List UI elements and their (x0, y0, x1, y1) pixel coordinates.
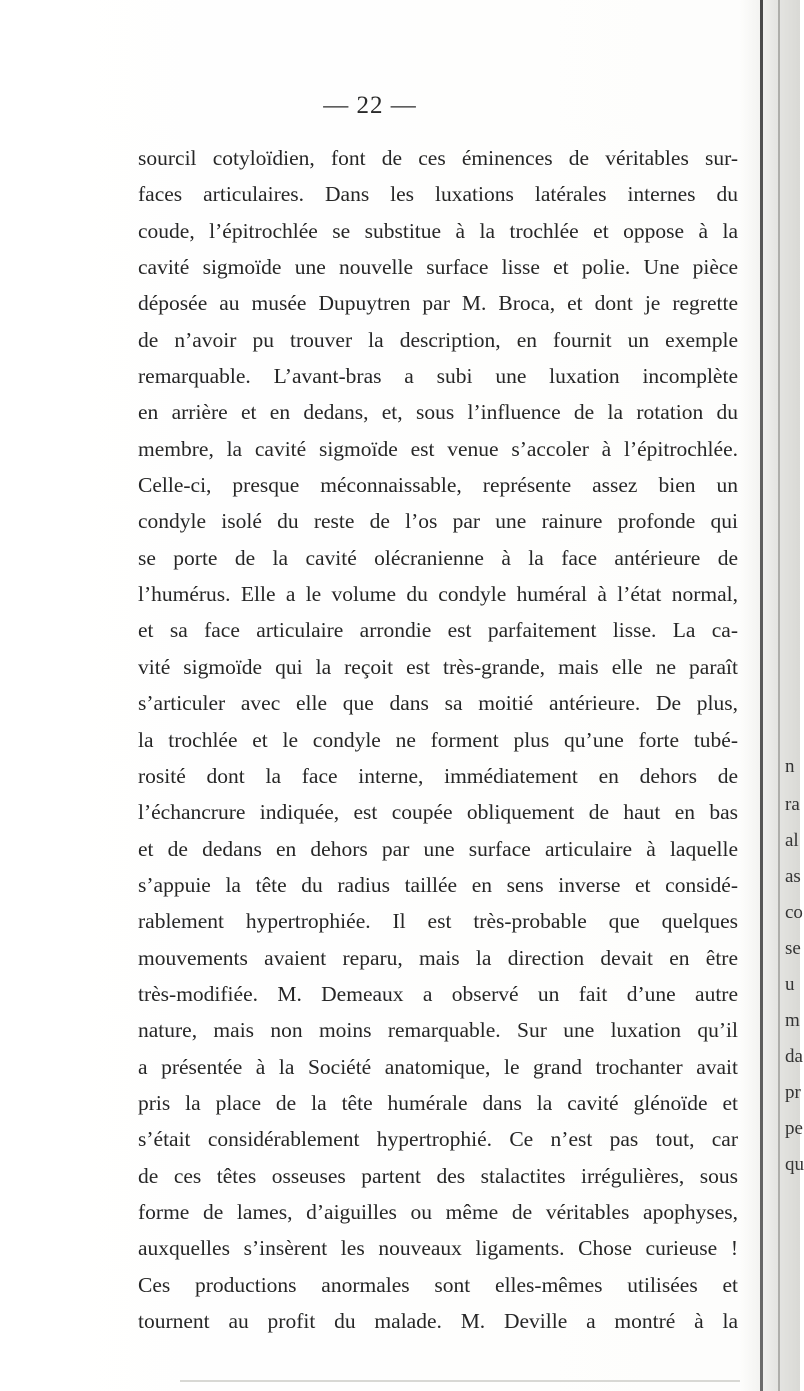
text-line: s’était considérablement hypertrophié. Ce n’est pas tout, car (138, 1127, 738, 1152)
text-line: Celle-ci, presque méconnaissable, représente assez bien un (138, 473, 738, 498)
text-line: Ces productions anormales sont elles-mêmes utilisées et (138, 1272, 738, 1297)
text-line: déposée au musée Dupuytren par M. Broca, et dont je regrette (138, 291, 738, 316)
text-line: sourcil cotyloïdien, font de ces éminences de véritables sur- (138, 146, 738, 170)
text-line: nature, mais non moins remarquable. Sur une luxation qu’il (138, 1018, 738, 1043)
text-line: s’articuler avec elle que dans sa moitié antérieure. De plus, (138, 691, 738, 716)
text-line: auxquelles s’insèrent les nouveaux ligaments. Chose curieuse ! (138, 1236, 738, 1261)
text-line: rosité dont la face interne, immédiatement en dehors de (138, 763, 738, 788)
bottom-page-edge (180, 1380, 740, 1382)
text-line: l’échancrure indiquée, est coupée obliquement de haut en bas (138, 800, 738, 825)
text-line: de n’avoir pu trouver la description, en fournit un exemple (138, 327, 738, 352)
adjacent-text-fragment: pe (785, 1118, 803, 1139)
adjacent-text-fragment: da (785, 1046, 803, 1067)
adjacent-text-fragment: n (785, 756, 795, 777)
adjacent-page-edge (756, 0, 804, 1391)
text-line: et de dedans en dehors par une surface articulaire à laquelle (138, 836, 738, 861)
text-line: cavité sigmoïde une nouvelle surface lisse et polie. Une pièce (138, 255, 738, 280)
text-line: remarquable. L’avant-bras a subi une luxation incomplète (138, 364, 738, 389)
text-line: en arrière et en dedans, et, sous l’influence de la rotation du (138, 400, 738, 425)
text-line: forme de lames, d’aiguilles ou même de véritables apophyses, (138, 1199, 738, 1224)
text-line: très-modifiée. M. Demeaux a observé un fait d’une autre (138, 981, 738, 1006)
text-line: condyle isolé du reste de l’os par une rainure profonde qui (138, 509, 738, 534)
text-line: rablement hypertrophiée. Il est très-probable que quelques (138, 909, 738, 934)
adjacent-text-fragment: al (785, 830, 799, 851)
text-line: membre, la cavité sigmoïde est venue s’accoler à l’épitrochlée. (138, 436, 738, 461)
adjacent-text-fragment: co (785, 902, 803, 923)
text-line: tournent au profit du malade. M. Deville a montré à la (138, 1309, 738, 1333)
adjacent-text-fragment: ra (785, 794, 800, 815)
text-line: vité sigmoïde qui la reçoit est très-grande, mais elle ne paraît (138, 654, 738, 679)
adjacent-text-fragment: m (785, 1010, 800, 1031)
adjacent-text-fragment: u (785, 974, 795, 995)
text-line: se porte de la cavité olécranienne à la face antérieure de (138, 545, 738, 570)
text-line: a présentée à la Société anatomique, le grand trochanter avait (138, 1054, 738, 1079)
text-line: pris la place de la tête humérale dans la cavité glénoïde et (138, 1090, 738, 1115)
body-text (138, 140, 738, 1339)
adjacent-text-fragment: as (785, 866, 801, 887)
page-edge-line (778, 0, 780, 1391)
page-gutter-shadow (760, 0, 763, 1391)
text-line: coude, l’épitrochlée se substitue à la trochlée et oppose à la (138, 218, 738, 243)
text-line: et sa face articulaire arrondie est parfaitement lisse. La ca- (138, 618, 738, 643)
adjacent-text-fragment: se (785, 938, 801, 959)
text-line: la trochlée et le condyle ne forment plus qu’une forte tubé- (138, 727, 738, 752)
text-line: de ces têtes osseuses partent des stalactites irrégulières, sous (138, 1163, 738, 1188)
text-line: mouvements avaient reparu, mais la direction devait en être (138, 945, 738, 970)
text-line: l’humérus. Elle a le volume du condyle huméral à l’état normal, (138, 582, 738, 607)
adjacent-text-fragment: pr (785, 1082, 801, 1103)
text-line: faces articulaires. Dans les luxations latérales internes du (138, 182, 738, 207)
text-line: s’appuie la tête du radius taillée en sens inverse et considé- (138, 872, 738, 897)
page-number: — 22 — (323, 92, 417, 119)
adjacent-text-fragment: qu (785, 1154, 804, 1175)
